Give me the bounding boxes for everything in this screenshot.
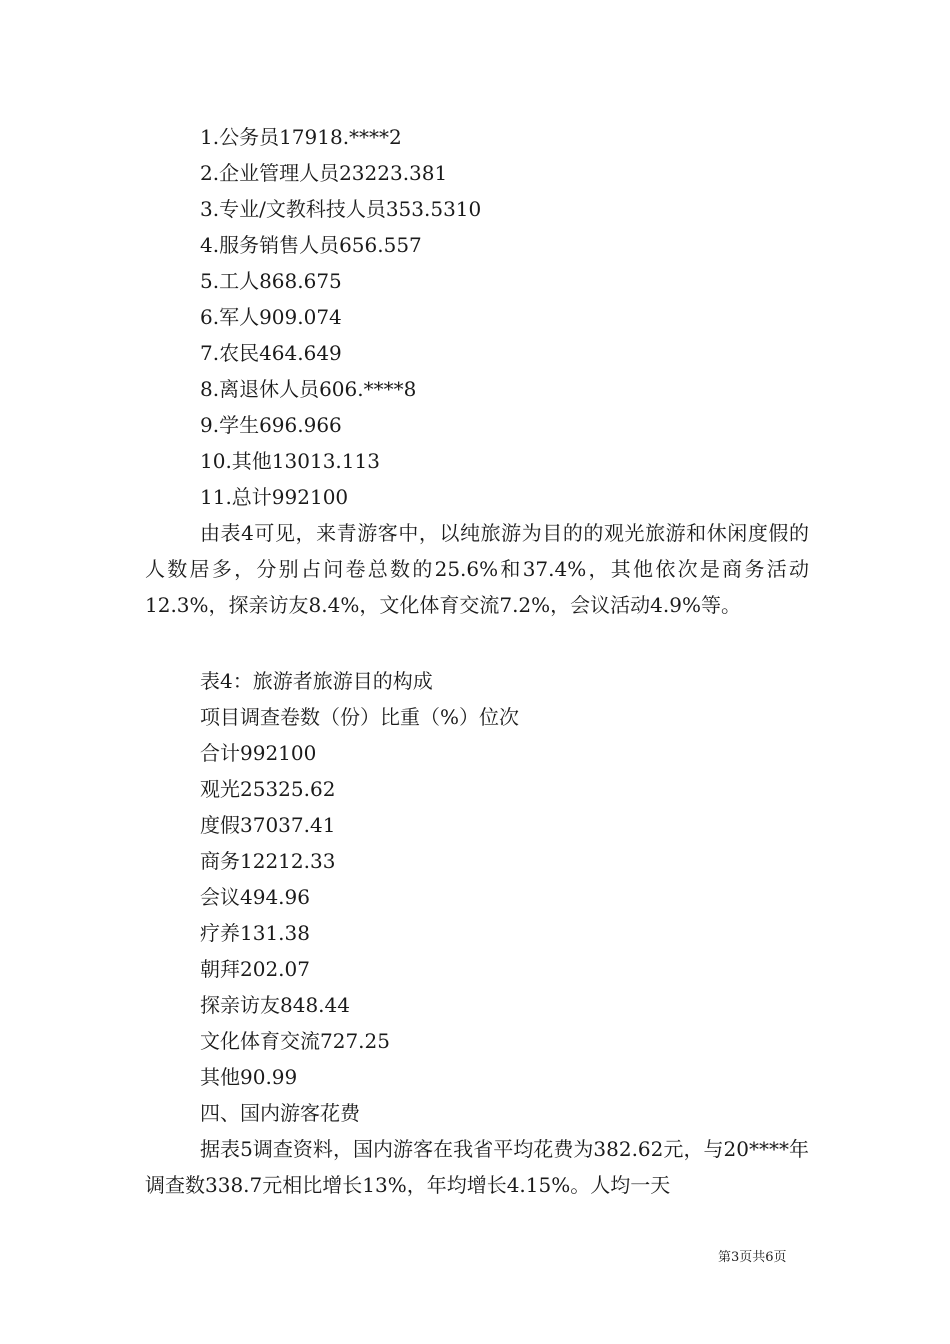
occupation-total: 11.总计992100 <box>200 485 349 509</box>
table-row: 朝拜202.07 <box>200 957 310 981</box>
section-heading: 四、国内游客花费 <box>200 1101 360 1125</box>
occupation-item: 1.公务员17918.****2 <box>200 125 402 149</box>
occupation-item: 8.离退休人员606.****8 <box>200 377 417 401</box>
occupation-item: 7.农民464.649 <box>200 341 342 365</box>
paragraph-spending: 据表5调查资料，国内游客在我省平均花费为382.62元，与20****年调查数338.7元相比增长13%，年均增长4.15%。人均一天 <box>145 1137 809 1197</box>
table-row: 文化体育交流727.25 <box>200 1029 390 1053</box>
table-row: 会议494.96 <box>200 885 310 909</box>
paragraph-purpose-summary: 由表4可见，来青游客中，以纯旅游为目的的观光旅游和休闲度假的人数居多，分别占问卷总数的25.6%和37.4%，其他依次是商务活动12.3%，探亲访友8.4%，文化体育交流7.2%，会议活动4.9%等。 <box>145 521 809 617</box>
occupation-item: 9.学生696.966 <box>200 413 342 437</box>
occupation-item: 2.企业管理人员23223.381 <box>200 161 448 185</box>
table-row: 合计992100 <box>200 741 317 765</box>
page-number-footer: 第3页共6页 <box>718 1250 787 1265</box>
table-row: 疗养131.38 <box>200 921 310 945</box>
table-header: 项目调查卷数（份）比重（%）位次 <box>200 705 520 729</box>
occupation-item: 5.工人868.675 <box>200 269 342 293</box>
occupation-item: 6.军人909.074 <box>200 305 342 329</box>
table-row: 度假37037.41 <box>200 813 336 837</box>
table-caption: 表4：旅游者旅游目的构成 <box>200 669 433 693</box>
occupation-item: 4.服务销售人员656.557 <box>200 233 422 257</box>
occupation-item: 10.其他13013.113 <box>200 449 380 473</box>
occupation-item: 3.专业/文教科技人员353.5310 <box>200 197 482 221</box>
table-row: 观光25325.62 <box>200 777 336 801</box>
table-row: 探亲访友848.44 <box>200 993 350 1017</box>
table-row: 商务12212.33 <box>200 849 336 873</box>
table-row: 其他90.99 <box>200 1065 298 1089</box>
